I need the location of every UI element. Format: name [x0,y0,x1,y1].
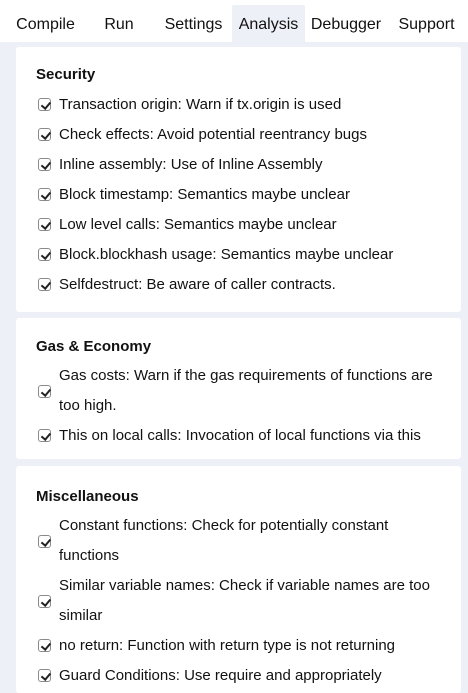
rule-similar-variable-names[interactable] [38,571,448,631]
security-section [16,47,461,312]
section-title: Miscellaneous [36,488,139,505]
tab-debugger[interactable]: Debugger [310,16,382,33]
rule-label: no return: Function with return type is not returning [59,637,396,654]
tab-bar [0,0,468,42]
checkbox[interactable] [38,385,51,398]
checkbox[interactable] [38,98,51,111]
checkbox[interactable] [38,278,51,291]
rule-label: Similar variable names: Check if variable names are too similar [59,577,430,624]
rule-this-local-calls[interactable] [38,421,448,451]
tab-settings[interactable]: Settings [164,16,223,33]
rule-selfdestruct[interactable] [38,270,448,300]
miscellaneous-section [16,466,461,693]
rule-guard-conditions[interactable] [38,661,448,691]
checkbox[interactable] [38,188,51,201]
section-title: Gas & Economy [36,338,152,355]
tab-run[interactable]: Run [104,16,134,33]
checkbox[interactable] [38,669,51,682]
rule-constant-functions[interactable] [38,511,448,571]
checkbox[interactable] [38,218,51,231]
rule-tx-origin[interactable] [38,90,448,120]
tab-support[interactable]: Support [398,16,455,33]
checkbox[interactable] [38,429,51,442]
rule-label: Block timestamp: Semantics maybe unclear [59,186,350,203]
rule-blockhash[interactable] [38,240,448,270]
rule-label: Check effects: Avoid potential reentrancy bugs [59,126,367,143]
section-title: Security [36,66,96,83]
checkbox[interactable] [38,595,51,608]
rule-label: Gas costs: Warn if the gas requirements of functions are too high. [59,367,433,414]
checkbox[interactable] [38,248,51,261]
checkbox[interactable] [38,535,51,548]
rule-label: Constant functions: Check for potentially constant functions [59,517,389,564]
rule-label: Transaction origin: Warn if tx.origin is used [59,96,342,113]
rule-label: Selfdestruct: Be aware of caller contracts. [59,276,336,293]
rule-label: Low level calls: Semantics maybe unclear [59,216,337,233]
rule-gas-costs[interactable] [38,361,448,421]
rule-label: Inline assembly: Use of Inline Assembly [59,156,323,173]
rule-inline-assembly[interactable] [38,150,448,180]
checkbox[interactable] [38,639,51,652]
tab-compile[interactable]: Compile [16,16,75,33]
gas-economy-section [16,318,461,459]
rule-low-level-calls[interactable] [38,210,448,240]
checkbox[interactable] [38,128,51,141]
checkbox[interactable] [38,158,51,171]
rule-label: Block.blockhash usage: Semantics maybe unclear [59,246,394,263]
rule-label: This on local calls: Invocation of local functions via this [59,427,421,444]
rule-block-timestamp[interactable] [38,180,448,210]
tab-analysis[interactable]: Analysis [232,5,305,42]
rule-no-return[interactable] [38,631,448,661]
rule-check-effects[interactable] [38,120,448,150]
rule-label: Guard Conditions: Use require and appropriately [59,667,382,684]
